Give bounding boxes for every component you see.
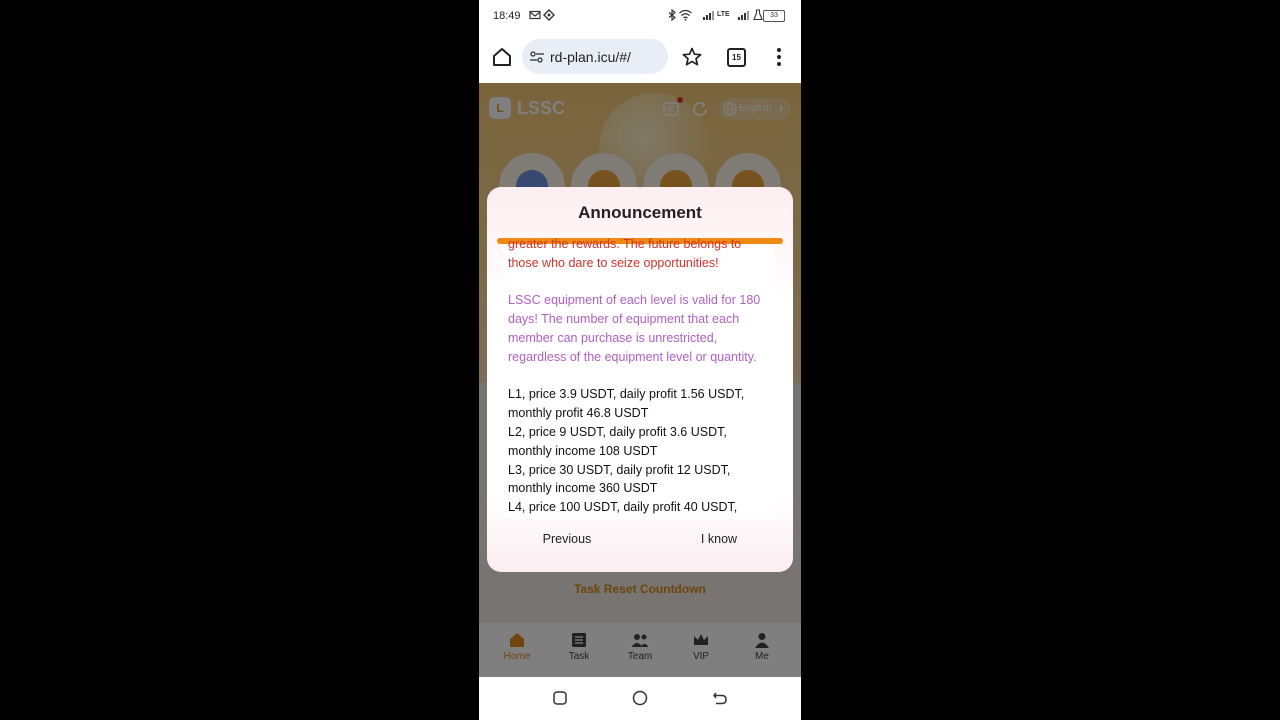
level-item: L3, price 30 USDT, daily profit 12 USDT, monthly income 360 USDT <box>508 462 731 496</box>
level-item: L1, price 3.9 USDT, daily profit 1.56 USDT, monthly profit 46.8 USDT <box>508 387 745 421</box>
more-menu-icon[interactable] <box>771 46 787 68</box>
announcement-body[interactable] <box>503 237 775 519</box>
signal-icon <box>698 9 714 21</box>
recent-apps-icon[interactable] <box>551 689 569 707</box>
site-settings-icon[interactable] <box>529 49 545 65</box>
announcement-paragraph-purple: LSSC equipment of each level is valid for 180 days! The number of equipment that each member can purchase is unrestricted, regardless of the equipment level or quantity. <box>508 293 761 364</box>
system-navigation-bar <box>479 677 801 720</box>
announcement-dialog <box>487 187 793 572</box>
announcement-content <box>508 235 772 517</box>
i-know-button[interactable]: I know <box>679 529 759 549</box>
address-bar[interactable] <box>522 39 668 74</box>
wifi-icon <box>679 9 692 21</box>
bluetooth-icon <box>667 9 677 21</box>
status-time: 18:49 <box>493 10 521 22</box>
tab-switcher-button[interactable]: 15 <box>727 48 746 67</box>
dialog-title: Announcement <box>578 203 702 222</box>
back-icon[interactable] <box>711 689 729 707</box>
battery-icon: 33 <box>763 10 785 22</box>
binance-icon <box>543 9 555 21</box>
network-type: LTE <box>717 11 730 18</box>
dialog-footer <box>487 529 793 553</box>
home-circle-icon[interactable] <box>631 689 649 707</box>
status-bar <box>479 0 801 32</box>
home-icon[interactable] <box>491 46 513 68</box>
browser-toolbar <box>479 32 801 83</box>
mail-icon <box>529 9 541 21</box>
url-text: rd-plan.icu/#/ <box>550 49 631 65</box>
signal-2-icon <box>733 9 749 21</box>
level-item: L2, price 9 USDT, daily profit 3.6 USDT, monthly income 108 USDT <box>508 424 727 458</box>
phone-screen <box>479 0 801 720</box>
flask-icon <box>753 9 763 21</box>
announcement-paragraph-red: greater the rewards. The future belongs to those who dare to seize opportunities! <box>508 237 742 270</box>
bookmark-star-icon[interactable] <box>681 46 703 68</box>
web-page <box>479 83 801 677</box>
previous-button[interactable]: Previous <box>527 529 607 549</box>
level-item: L4, price 100 USDT, daily profit 40 USDT, <box>508 500 738 515</box>
